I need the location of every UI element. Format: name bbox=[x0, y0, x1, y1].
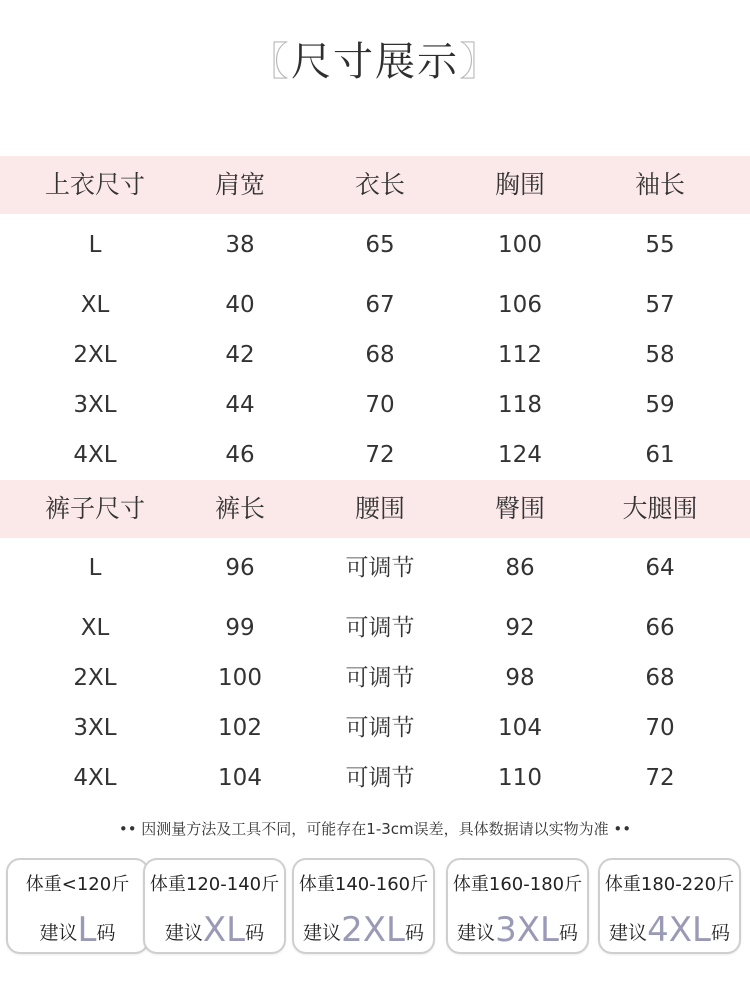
size-recommendation-card bbox=[292, 858, 435, 954]
card-weight: 体重<120斤 bbox=[25, 874, 130, 895]
card-suffix: 码 bbox=[558, 922, 578, 944]
size-recommendation-card bbox=[446, 858, 589, 954]
top-header-shoulder: 肩宽 bbox=[214, 170, 265, 199]
card-size: 4XL bbox=[647, 910, 711, 950]
page-title bbox=[0, 30, 750, 87]
value-cell: 可调节 bbox=[345, 615, 415, 641]
value-cell: 46 bbox=[225, 442, 255, 468]
table-row bbox=[0, 285, 750, 325]
value-cell: 58 bbox=[645, 342, 675, 368]
size-cell: L bbox=[88, 232, 102, 258]
value-cell: 98 bbox=[505, 665, 535, 691]
table-row bbox=[0, 225, 750, 265]
card-suggestion bbox=[8, 910, 147, 950]
table-row bbox=[0, 758, 750, 798]
value-cell: 可调节 bbox=[345, 715, 415, 741]
pants-header-size: 裤子尺寸 bbox=[44, 494, 145, 523]
size-cell: 4XL bbox=[73, 442, 117, 468]
top-header-sleeve: 袖长 bbox=[634, 170, 685, 199]
card-weight: 体重180-220斤 bbox=[604, 874, 735, 895]
pants-header-length: 裤长 bbox=[214, 494, 265, 523]
card-prefix: 建议 bbox=[609, 922, 648, 944]
pants-header-waist: 腰围 bbox=[354, 494, 405, 523]
size-cell: XL bbox=[80, 615, 110, 641]
card-suggestion bbox=[448, 910, 587, 950]
table-row bbox=[0, 385, 750, 425]
table-row bbox=[0, 608, 750, 648]
value-cell: 可调节 bbox=[345, 665, 415, 691]
card-size: L bbox=[77, 910, 97, 950]
value-cell: 72 bbox=[365, 442, 395, 468]
value-cell: 70 bbox=[645, 715, 675, 741]
card-suggestion bbox=[145, 910, 284, 950]
card-weight: 体重120-140斤 bbox=[149, 874, 280, 895]
card-prefix: 建议 bbox=[303, 922, 342, 944]
value-cell: 92 bbox=[505, 615, 535, 641]
value-cell: 68 bbox=[365, 342, 395, 368]
card-suffix: 码 bbox=[710, 922, 730, 944]
table-row bbox=[0, 708, 750, 748]
pants-header-hip: 臀围 bbox=[494, 494, 545, 523]
size-recommendation-card bbox=[143, 858, 286, 954]
size-cell: L bbox=[88, 555, 102, 581]
card-prefix: 建议 bbox=[164, 922, 203, 944]
value-cell: 70 bbox=[365, 392, 395, 418]
table-row bbox=[0, 658, 750, 698]
title-text: 尺寸展示 bbox=[291, 39, 459, 85]
value-cell: 66 bbox=[645, 615, 675, 641]
size-cell: XL bbox=[80, 292, 110, 318]
value-cell: 可调节 bbox=[345, 765, 415, 791]
value-cell: 104 bbox=[498, 715, 542, 741]
size-cell: 4XL bbox=[73, 765, 117, 791]
value-cell: 68 bbox=[645, 665, 675, 691]
table-row bbox=[0, 435, 750, 475]
card-size: XL bbox=[202, 910, 246, 950]
card-suffix: 码 bbox=[404, 922, 424, 944]
value-cell: 57 bbox=[645, 292, 675, 318]
pants-table-header-row bbox=[0, 489, 750, 529]
value-cell: 40 bbox=[225, 292, 255, 318]
value-cell: 100 bbox=[218, 665, 262, 691]
value-cell: 67 bbox=[365, 292, 395, 318]
value-cell: 124 bbox=[498, 442, 542, 468]
value-cell: 65 bbox=[365, 232, 395, 258]
value-cell: 110 bbox=[498, 765, 542, 791]
value-cell: 38 bbox=[225, 232, 255, 258]
card-weight: 体重140-160斤 bbox=[298, 874, 429, 895]
value-cell: 42 bbox=[225, 342, 255, 368]
card-prefix: 建议 bbox=[39, 922, 78, 944]
title-left-bracket: 〖 bbox=[249, 39, 291, 85]
top-header-chest: 胸围 bbox=[494, 170, 545, 199]
size-cell: 3XL bbox=[73, 392, 117, 418]
value-cell: 106 bbox=[498, 292, 542, 318]
value-cell: 44 bbox=[225, 392, 255, 418]
card-size: 2XL bbox=[341, 910, 405, 950]
value-cell: 96 bbox=[225, 555, 255, 581]
card-suffix: 码 bbox=[96, 922, 116, 944]
value-cell: 可调节 bbox=[345, 555, 415, 581]
value-cell: 59 bbox=[645, 392, 675, 418]
value-cell: 99 bbox=[225, 615, 255, 641]
top-table-header-row bbox=[0, 165, 750, 205]
value-cell: 64 bbox=[645, 555, 675, 581]
value-cell: 100 bbox=[498, 232, 542, 258]
value-cell: 55 bbox=[645, 232, 675, 258]
card-prefix: 建议 bbox=[457, 922, 496, 944]
card-suggestion bbox=[600, 910, 739, 950]
top-header-length: 衣长 bbox=[354, 170, 405, 199]
size-cell: 3XL bbox=[73, 715, 117, 741]
value-cell: 104 bbox=[218, 765, 262, 791]
table-row bbox=[0, 335, 750, 375]
title-right-bracket: 〗 bbox=[459, 39, 501, 85]
size-recommendation-card bbox=[6, 858, 149, 954]
value-cell: 61 bbox=[645, 442, 675, 468]
card-weight: 体重160-180斤 bbox=[452, 874, 583, 895]
size-cell: 2XL bbox=[73, 342, 117, 368]
value-cell: 102 bbox=[218, 715, 262, 741]
size-recommendation-card bbox=[598, 858, 741, 954]
table-row bbox=[0, 548, 750, 588]
value-cell: 86 bbox=[505, 555, 535, 581]
size-cell: 2XL bbox=[73, 665, 117, 691]
top-header-size: 上衣尺寸 bbox=[44, 170, 145, 199]
card-size: 3XL bbox=[495, 910, 559, 950]
value-cell: 118 bbox=[498, 392, 542, 418]
value-cell: 112 bbox=[498, 342, 542, 368]
card-suggestion bbox=[294, 910, 433, 950]
value-cell: 72 bbox=[645, 765, 675, 791]
card-suffix: 码 bbox=[245, 922, 265, 944]
measurement-note: •• 因测量方法及工具不同，可能存在1-3cm误差，具体数据请以实物为准 •• bbox=[118, 820, 632, 838]
pants-header-thigh: 大腿围 bbox=[622, 494, 698, 523]
